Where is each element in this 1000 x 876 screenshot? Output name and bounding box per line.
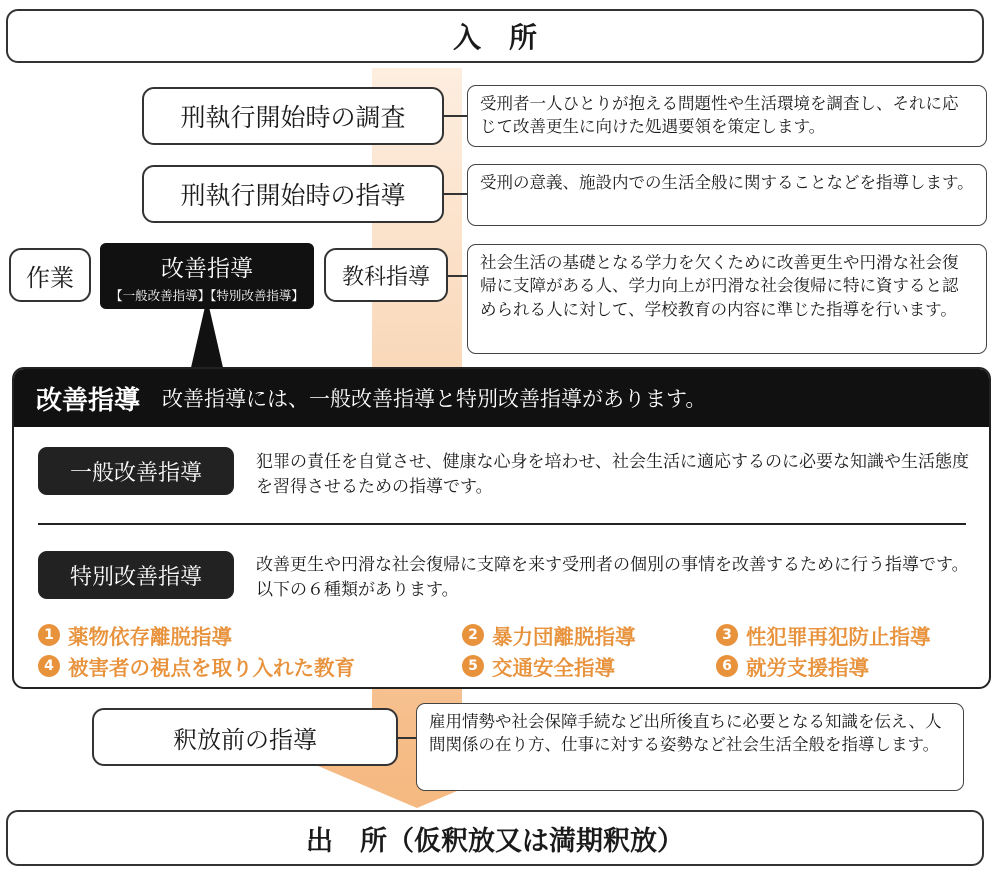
program-label: 交通安全指導 [492, 656, 615, 680]
program-number: 5 [462, 655, 484, 677]
special-guidance-label: 特別改善指導 [38, 551, 234, 599]
education-label: 教科指導 [341, 264, 430, 290]
step-orientation-note: 受刑の意義、施設内での生活全般に関することなどを指導します。 [467, 164, 987, 226]
program-number: 4 [38, 655, 60, 677]
guidance-box [100, 243, 314, 309]
program-label: 性犯罪再犯防止指導 [746, 625, 931, 649]
pre-release-note: 雇用情勢や社会保障手続など出所後直ちに必要となる知識を伝え、人間関係の在り方、仕事に対する姿勢など社会生活全般を指導します。 [416, 703, 964, 791]
program-label: 被害者の視点を取り入れた教育 [68, 656, 355, 680]
program-label: 就労支援指導 [746, 656, 869, 680]
connector [448, 275, 469, 277]
program-label: 薬物依存離脱指導 [68, 625, 232, 649]
step-investigation-note: 受刑者一人ひとりが抱える問題性や生活環境を調査し、それに応じて改善更生に向けた処遇要領を策定します。 [467, 85, 987, 147]
general-guidance-desc: 犯罪の責任を自覚させ、健康な心身を培わせ、社会生活に適応するのに必要な知識や生活態度を習得させるための指導です。 [256, 452, 969, 497]
connector [398, 737, 418, 739]
detail-title: 改善指導 [36, 385, 141, 416]
pre-release-label: 釈放前の指導 [173, 725, 317, 754]
program-number: 6 [716, 655, 738, 677]
general-guidance-label: 一般改善指導 [38, 447, 234, 495]
connector [444, 115, 469, 117]
education-note: 社会生活の基礎となる学力を欠くために改善更生や円滑な社会復帰に支障がある人、学力向上が円滑な社会復帰に特に資すると認められる人に対して、学校教育の内容に準じた指導を行います。 [467, 244, 987, 354]
guidance-title: 改善指導 [161, 256, 253, 282]
program-item [716, 620, 931, 650]
work-box [9, 248, 91, 302]
program-label: 暴力団離脱指導 [492, 625, 636, 649]
divider [38, 523, 966, 525]
program-item [38, 651, 355, 681]
callout-pointer [190, 298, 224, 372]
program-number: 2 [462, 624, 484, 646]
exit-box [6, 810, 984, 866]
pre-release-box [92, 708, 398, 766]
program-item [462, 651, 615, 681]
entry-label: 入 所 [452, 21, 537, 54]
detail-subtitle: 改善指導には、一般改善指導と特別改善指導があります。 [162, 387, 707, 411]
program-item [462, 620, 636, 650]
step-orientation [142, 165, 444, 223]
step-orientation-label: 刑執行開始時の指導 [180, 181, 406, 210]
program-item [716, 651, 869, 681]
step-investigation-label: 刑執行開始時の調査 [180, 103, 406, 132]
connector [444, 193, 469, 195]
work-label: 作業 [26, 263, 74, 292]
program-item [38, 620, 232, 650]
exit-label: 出 所（仮釈放又は満期釈放） [306, 825, 684, 857]
step-investigation [142, 87, 444, 145]
education-box [324, 248, 448, 302]
program-number: 3 [716, 624, 738, 646]
entry-box [6, 9, 984, 63]
special-guidance-desc: 改善更生や円滑な社会復帰に支障を来す受刑者の個別の事情を改善するために行う指導です。以下の６種類があります。 [256, 555, 969, 600]
guidance-sub: 【一般改善指導】【特別改善指導】 [110, 288, 304, 303]
detail-header [14, 369, 989, 427]
program-number: 1 [38, 624, 60, 646]
